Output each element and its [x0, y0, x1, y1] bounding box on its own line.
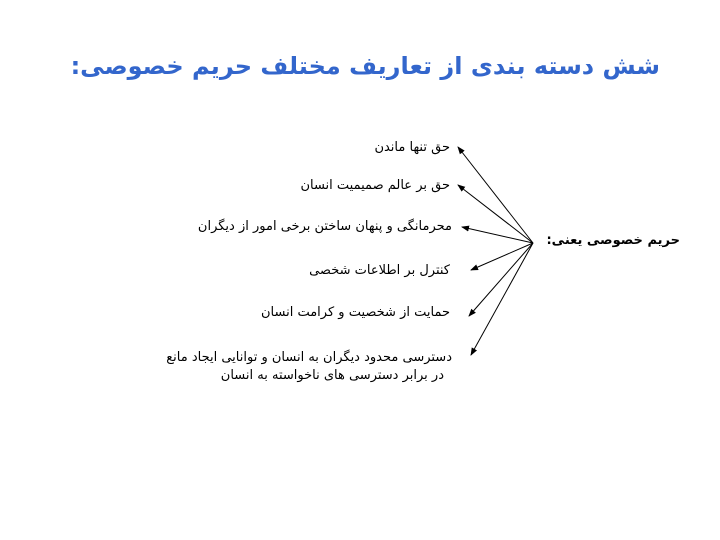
definition-item-2: حق بر عالم صمیمیت انسان: [300, 178, 450, 193]
definition-item-4: کنترل بر اطلاعات شخصی: [309, 263, 450, 278]
arrow-4: [471, 243, 533, 270]
definition-item-6: [92, 349, 452, 385]
center-label: حریم خصوصی یعنی:: [546, 233, 680, 248]
definition-item-3: محرمانگی و پنهان ساختن برخی امور از دیگران: [197, 219, 452, 234]
definition-item-6-line-2: در برابر دسترسی های ناخواسته به انسان: [220, 368, 444, 383]
definition-item-1: حق تنها ماندن: [374, 140, 450, 155]
definition-item-6-line-1: دسترسی محدود دیگران به انسان و توانایی ایجاد مانع: [166, 350, 452, 365]
arrow-5: [469, 243, 533, 316]
definition-item-5: حمایت از شخصیت و کرامت انسان: [260, 305, 450, 320]
arrow-6: [471, 243, 533, 355]
slide-title: شش دسته بندی از تعاریف مختلف حریم خصوصی:: [70, 52, 660, 80]
